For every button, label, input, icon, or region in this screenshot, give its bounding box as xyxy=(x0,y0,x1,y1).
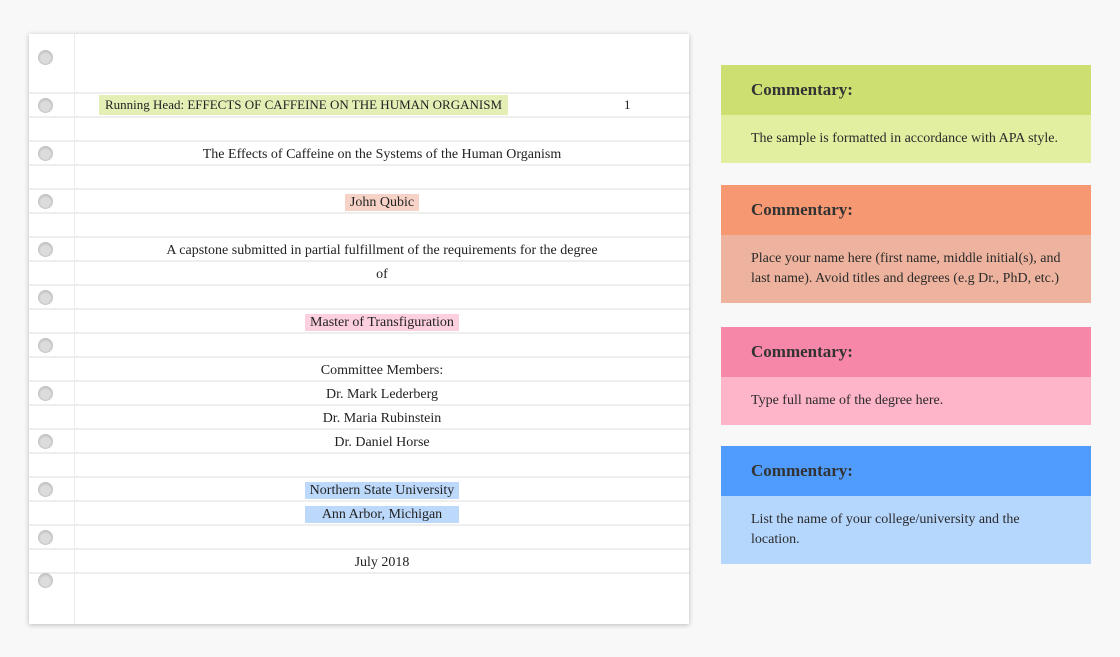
submission-line xyxy=(75,239,689,263)
binder-hole xyxy=(38,530,53,545)
commentary-header: Commentary: xyxy=(721,446,1091,496)
committee-heading xyxy=(75,359,689,383)
running-head: Running Head: EFFECTS OF CAFFEINE ON THE HUMAN ORGANISM xyxy=(99,95,508,115)
ruled-line xyxy=(29,140,689,142)
committee-heading-text: Committee Members: xyxy=(320,363,444,378)
commentary-body: The sample is formatted in accordance with APA style. xyxy=(721,115,1091,163)
university-location: Ann Arbor, Michigan xyxy=(305,506,459,523)
commentary-header: Commentary: xyxy=(721,65,1091,115)
submission-text: A capstone submitted in partial fulfillment of the requirements for the degree xyxy=(166,243,598,258)
document-title xyxy=(75,143,689,167)
submission-of-text: of xyxy=(376,267,388,282)
commentary-body: List the name of your college/university and the location. xyxy=(721,496,1091,564)
binder-hole xyxy=(38,338,53,353)
commentary-header: Commentary: xyxy=(721,327,1091,377)
commentary-body: Type full name of the degree here. xyxy=(721,377,1091,425)
ruled-line xyxy=(29,236,689,238)
commentary-card xyxy=(721,185,1091,303)
submission-line-of xyxy=(75,263,689,287)
commentary-body: Place your name here (first name, middle initial(s), and last name). Avoid titles and degrees (e.g Dr., PhD, etc.) xyxy=(721,235,1091,303)
committee-member-name: Dr. Mark Lederberg xyxy=(325,387,439,402)
binder-hole xyxy=(38,434,53,449)
committee-member-name: Dr. Maria Rubinstein xyxy=(322,411,442,426)
commentary-card xyxy=(721,327,1091,425)
university-line xyxy=(75,479,689,503)
binder-hole xyxy=(38,146,53,161)
degree-name: Master of Transfiguration xyxy=(305,314,459,331)
commentary-card xyxy=(721,446,1091,564)
binder-hole xyxy=(38,482,53,497)
binder-hole xyxy=(38,194,53,209)
date-line xyxy=(75,551,689,575)
binder-hole xyxy=(38,50,53,65)
ruled-line xyxy=(29,188,689,190)
document-title-text: The Effects of Caffeine on the Systems of the Human Organism xyxy=(202,147,562,162)
binder-hole xyxy=(38,573,53,588)
binder-hole xyxy=(38,290,53,305)
degree-line xyxy=(75,311,689,335)
committee-member xyxy=(75,407,689,431)
university-name: Northern State University xyxy=(305,482,460,499)
ruled-line xyxy=(29,548,689,550)
ruled-line xyxy=(29,92,689,94)
ruled-line xyxy=(29,356,689,358)
ruled-line xyxy=(29,116,689,118)
binder-hole xyxy=(38,98,53,113)
commentary-card xyxy=(721,65,1091,163)
author-name: John Qubic xyxy=(345,194,419,211)
submission-date: July 2018 xyxy=(354,555,410,570)
committee-member xyxy=(75,383,689,407)
committee-member-name: Dr. Daniel Horse xyxy=(334,435,430,450)
location-line xyxy=(75,503,689,527)
binder-hole xyxy=(38,386,53,401)
document-page xyxy=(29,34,689,624)
ruled-line xyxy=(29,308,689,310)
commentary-header: Commentary: xyxy=(721,185,1091,235)
committee-member xyxy=(75,431,689,455)
ruled-line xyxy=(29,476,689,478)
page-number: 1 xyxy=(624,97,631,112)
binder-hole xyxy=(38,242,53,257)
author-line xyxy=(75,191,689,215)
